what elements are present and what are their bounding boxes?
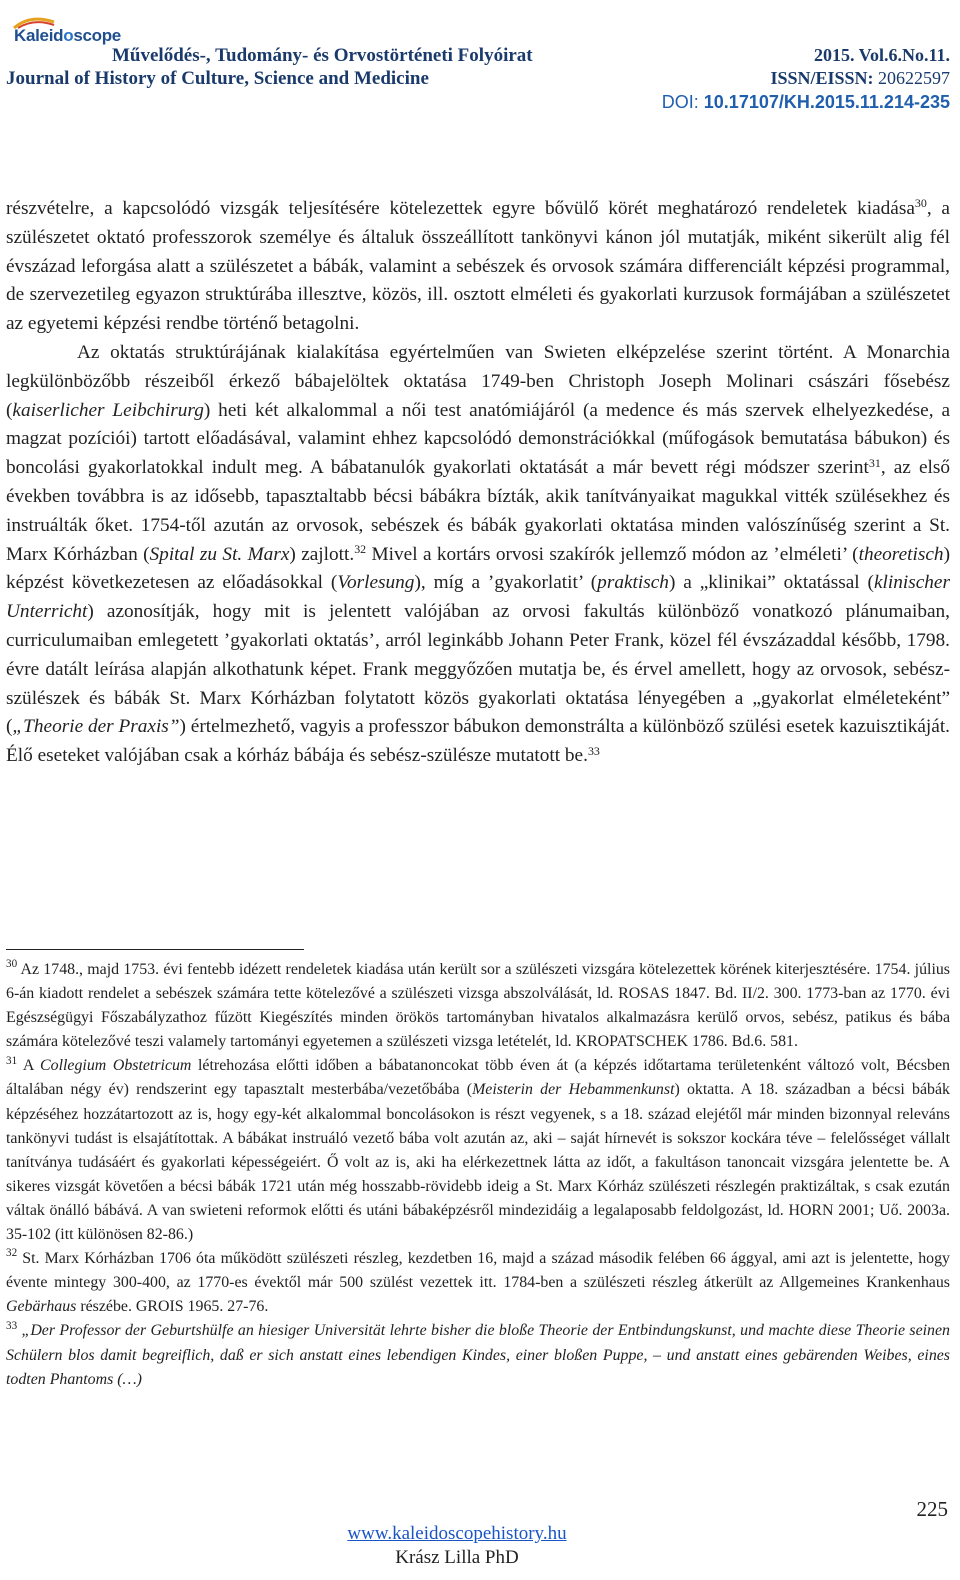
- footnote-ref-32: 32: [354, 541, 367, 556]
- footnote-ref-31: 31: [868, 455, 881, 470]
- footnote-ref-30: 30: [914, 196, 927, 211]
- footnote-33: $^{33}$ „Der Professor der Geburtshülfe an hiesiger Universität lehrte bisher die bloße Theorie der Entbindungskunst, und machte diese Theorie seinen Schülern blos damit begreiflich, daß er sich anstatt eines lebendigen Kindes, einer bloßen Puppe, – und anstatt eines gebärenden Weibes, eines todten Phantoms (…): [6, 1319, 950, 1388]
- paragraph-1: részvételre, a kapcsolódó vizsgák teljesítésére kötelezettek egyre bővülő körét meghatározó rendeletek kiadása$^{30}$, a szülészetet oktató professzorok személye és általuk összeállított tankönyvi kánon jól mutatják, miként sikerült alig fél évszázad leforgása alatt a szülészetet a bábák, valamint a sebészek és orvosok számára differenciált képzési programmal, de szervezetileg egyazon struktúrába illesztve, közös, ill. osztott elméleti és gyakorlati kurzusok formájában a szülészetet az egyetemi képzési rendbe történő betagolni.: [6, 196, 950, 335]
- main-text: [6, 195, 950, 771]
- footnote-divider: [6, 949, 304, 950]
- journal-title-hu: Művelődés-, Tudomány- és Orvostörténeti Folyóirat: [112, 45, 533, 66]
- journal-title-en: Journal of History of Culture, Science and Medicine: [6, 68, 429, 89]
- journal-logo: [6, 10, 121, 46]
- footnote-ref-33: 33: [587, 743, 600, 758]
- volume-info: 2015. Vol.6.No.11.: [813, 45, 950, 65]
- footnote-30: $^{30}$ Az 1748., majd 1753. évi fentebb idézett rendeletek kiadása után került sor a szülészeti vizsgára kötelezettek körének kiterjesztésére. 1754. július 6-án kiadott rendelet a sebészek számára tette kötelezővé a szülészeti vizsga abszolválását, ld. ROSAS 1847. Bd. II/2. 300. 1773-ban az 1770. évi Egészségügyi Főszabályzathoz fűzött Kiegészítés minden örökös tartományban hivatalos alkalmazásra kerülő orvos, sebész, patikus és bába számára kötelezővé teszi valamely tartományi egyetemen a szülészeti vizsga letételét, ld. KROPATSCHEK 1786. Bd.6. 581.: [6, 958, 950, 1051]
- footnote-32: $^{32}$ St. Marx Kórházban 1706 óta működött szülészeti részleg, kezdetben 16, majd a század második felében 66 ággyal, ami azt is jelentette, hogy évente mintegy 300-400, az 1770-es évektől már 500 szülést vezettek itt. 1784-ben a szülészeti részleg átkerült az Allgemeines Krankenhaus Gebärhaus részébe. GROIS 1965. 27-76.: [6, 1247, 950, 1316]
- paragraph-2: Az oktatás struktúrájának kialakítása egyértelműen van Swieten elképzelése szerint történt. A Monarchia legkülönbözőbb részeiből érkező bábajelöltek oktatása 1749-ben Christoph Joseph Molinari császári fősebész (kaiserlicher Leibchirurg) heti két alkalommal a női test anatómiájáról (a medence és más szervek elhelyezkedése, a magzat pozíciói) tartott előadásával, valamint ehhez kapcsolódó demonstrációkkal (műfogások bemutatása bábukon) és boncolási gyakorlatokkal indult meg. A bábatanulók gyakorlati oktatását a már bevett régi módszer szerint$^{31}$, az első években továbbra is az idősebb, tapasztaltabb bécsi bábákra bízták, akik tanítványaikat magukkal vitték szülésekhez és instruálták őket. 1754-től azután az orvosok, sebészek és bábák gyakorlati oktatása minden valószínűség szerint a St. Marx Kórházban (Spital zu St. Marx) zajlott.$^{32}$ Mivel a kortárs orvosi szakírók jellemző módon az ’elméleti’ (theoretisch) képzést következetesen az előadásokkal (Vorlesung), míg a ’gyakorlatit’ (praktisch) a „klinikai” oktatással (klinischer Unterricht) azonosítják, hogy mit is jelentett valójában az orvosi fakultás különböző vonatkozó plánumaiban, curriculumaiban emlegetett ’gyakorlati oktatás’, arról leginkább Johann Peter Frank, közel fél évszázaddal később, 1798. évre datált leírása alapján alkothatunk képet. Frank meggyőzően mutatja be, és érvel amellett, hogy az orvosok, sebész-szülészek és bábák St. Marx Kórházban folytatott közös gyakorlati oktatása lényegében a „gyakorlat elméleteként” („Theorie der Praxis”) értelmezhető, vagyis a professzor bábukon demonstrálta a különböző szülési esetek kazuisztikáját. Élő eseteket valójában csak a kórház bábája és sebész-szülésze mutatott be.$^{33}$: [6, 341, 951, 767]
- page-number: 225: [916, 1497, 948, 1521]
- website-link[interactable]: www.kaleidoscopehistory.hu: [347, 1523, 567, 1544]
- doi-info: DOI: 10.17107/KH.2015.11.214-235: [661, 92, 950, 112]
- logo-text: Kaleidoscope: [14, 26, 121, 45]
- issn-info: ISSN/EISSN: 20622597: [770, 68, 950, 88]
- footnotes: [6, 958, 950, 1392]
- author-name: Krász Lilla PhD: [395, 1547, 519, 1568]
- footnote-31: $^{31}$ A Collegium Obstetricum létrehozása előtti időben a bábatanoncokat több éven át (a képzés időtartama területenként változó volt, Bécsben általában négy év) rendszerint egy tapasztalt mesterbába/vezetőbába (Meisterin der Hebammenkunst) oktatta. A 18. században a bécsi bábák képzéséhez hozzátartozott az is, hogy egy-két alkalommal boncolásokon is részt vegyenek, s a 18. század elejétől már minden bizonnyal releváns tankönyvi tudást is elsajátítottak. A bábákat instruáló vezető bába volt azután az, aki – saját hírnevét is sokszor kockára téve – felelősséget vállalt tanítványa tudásáért és gyakorlati képességeiért. Ő volt az is, aki ha elérkezettnek látta az időt, a fakultáson tanoncait vizsgára jelentette be. A sikeres vizsgát követően a bécsi bábák 1721 után még hosszabb-rövidebb ideig a St. Marx Kórház szülészeti részlegén praktizáltak, s csak ezután váltak önálló bábává. A van swieteni reformok előtti és utáni bábaképzésről mindezidáig a legalaposabb feldolgozást, ld. HORN 2001; Uő. 2003a. 35-102 (itt különösen 82-86.): [6, 1054, 950, 1244]
